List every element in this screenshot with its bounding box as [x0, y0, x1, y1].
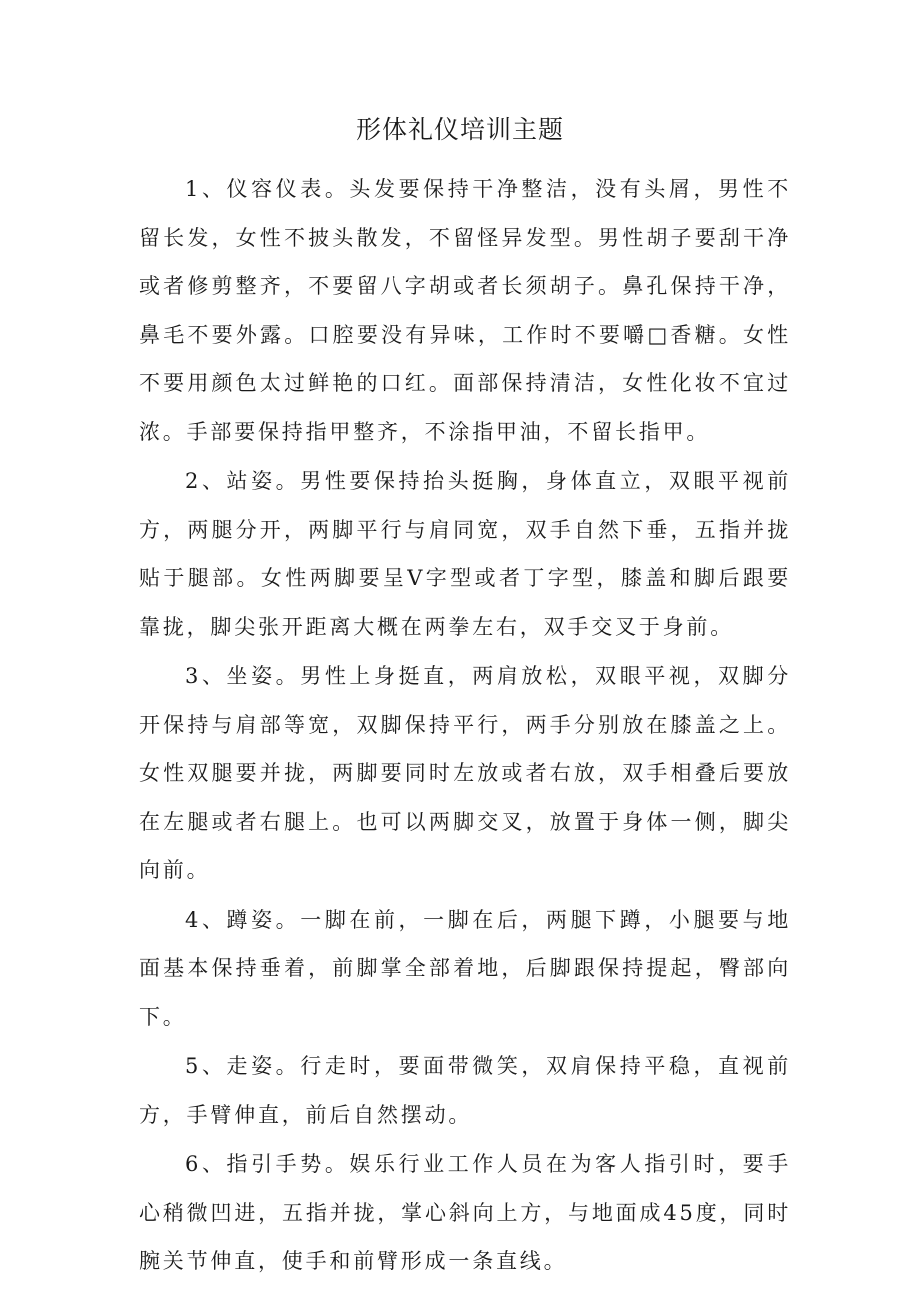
document-title: 形体礼仪培训主题: [355, 115, 564, 144]
paragraph-walking: 5、走姿。行走时，要面带微笑，双肩保持平稳，直视前方，手臂伸直，前后自然摆动。: [139, 1054, 791, 1127]
paragraph-squatting: 4、蹲姿。一脚在前，一脚在后，两腿下蹲，小腿要与地面基本保持垂着，前脚掌全部着地，后脚跟保持提起，臀部向下。: [139, 907, 791, 1029]
paragraph-guiding-gesture: 6、指引手势。娱乐行业工作人员在为客人指引时，要手心稍微凹进，五指并拢，掌心斜向上方，与地面成45度，同时腕关节伸直，使手和前臂形成一条直线。: [139, 1152, 791, 1273]
document-body: [139, 165, 791, 1287]
paragraph-sitting: 3、坐姿。男性上身挺直，两肩放松，双眼平视，双脚分开保持与肩部等宽，双脚保持平行，两手分别放在膝盖之上。女性双腿要并拢，两脚要同时左放或者右放，双手相叠后要放在左腿或者右腿上。也可以两脚交叉，放置于身体一侧，脚尖向前。: [139, 664, 791, 882]
paragraph-standing: 2、站姿。男性要保持抬头挺胸，身体直立，双眼平视前方，两腿分开，两脚平行与肩同宽，双手自然下垂，五指并拢贴于腿部。女性两脚要呈V字型或者丁字型，膝盖和脚后跟要靠拢，脚尖张开距离大概在两拳左右，双手交叉于身前。: [139, 469, 791, 639]
paragraph-grooming: 1、仪容仪表。头发要保持干净整洁，没有头屑，男性不留长发，女性不披头散发，不留怪异发型。男性胡子要刮干净或者修剪整齐，不要留八字胡或者长须胡子。鼻孔保持干净，鼻毛不要外露。口腔要没有异味，工作时不要嚼□香糖。女性不要用颜色太过鲜艳的口红。面部保持清洁，女性化妆不宜过浓。手部要保持指甲整齐，不涂指甲油，不留长指甲。: [139, 177, 791, 444]
